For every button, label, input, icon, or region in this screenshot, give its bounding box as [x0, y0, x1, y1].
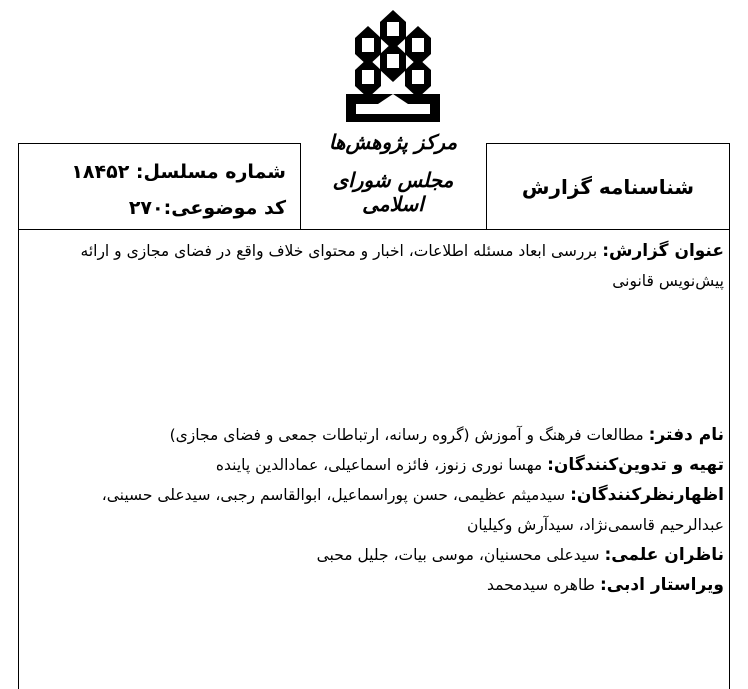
- editor-value: طاهره سیدمحمد: [486, 576, 596, 594]
- report-details: [18, 229, 730, 689]
- commenters-label: اظهارنظرکنندگان:: [570, 485, 724, 505]
- editor-label: ویراستار ادبی:: [599, 575, 724, 595]
- report-title-label: عنوان گزارش:: [602, 241, 724, 261]
- logo: [318, 8, 468, 218]
- office-value: مطالعات فرهنگ و آموزش (گروه رسانه، ارتباطات جمعی و فضای مجازی): [169, 426, 644, 444]
- logo-line-research-center: مرکز پژوهش‌ها: [328, 130, 458, 154]
- spacer: [33, 296, 724, 420]
- authors-value: مهسا نوری زنوز، فائزه اسماعیلی، عمادالدین پاینده: [215, 456, 543, 474]
- subject-label: کد موضوعی:: [163, 197, 286, 219]
- office-row: [33, 420, 724, 450]
- report-id-title: شناسنامه گزارش: [521, 174, 695, 199]
- report-id-box: [486, 143, 730, 230]
- logo-line-parliament: مجلس شورای اسلامی: [332, 168, 454, 216]
- majlis-research-center-emblem-icon: [338, 8, 448, 126]
- serial-label: شماره مسلسل:: [135, 161, 286, 183]
- supervisors-label: ناظران علمی:: [604, 545, 724, 565]
- serial-value: ۱۸۴۵۲: [71, 161, 130, 183]
- authors-row: [33, 450, 724, 480]
- report-title-value: بررسی ابعاد مسئله اطلاعات، اخبار و محتوای خلاف واقع در فضای مجازی و ارائه پیش‌نویس قانونی: [80, 242, 724, 290]
- report-title-row: [33, 236, 724, 296]
- authors-label: تهیه و تدوین‌کنندگان:: [547, 455, 724, 475]
- office-label: نام دفتر:: [648, 425, 724, 445]
- commenters-value: سیدمیثم عظیمی، حسن پوراسماعیل، ابوالقاسم رجبی، سیدعلی حسینی، عبدالرحیم قاسمی‌نژاد، سیدآرش وکیلیان: [101, 486, 724, 534]
- supervisors-value: سیدعلی محسنیان، موسی بیات، جلیل محبی: [316, 546, 600, 564]
- subject-code: [19, 190, 286, 226]
- supervisors-row: [33, 540, 724, 570]
- subject-value: ۲۷۰: [128, 197, 164, 219]
- editor-row: [33, 570, 724, 600]
- identity-box: [18, 143, 301, 230]
- serial-number: [19, 154, 286, 190]
- commenters-row: [33, 480, 724, 540]
